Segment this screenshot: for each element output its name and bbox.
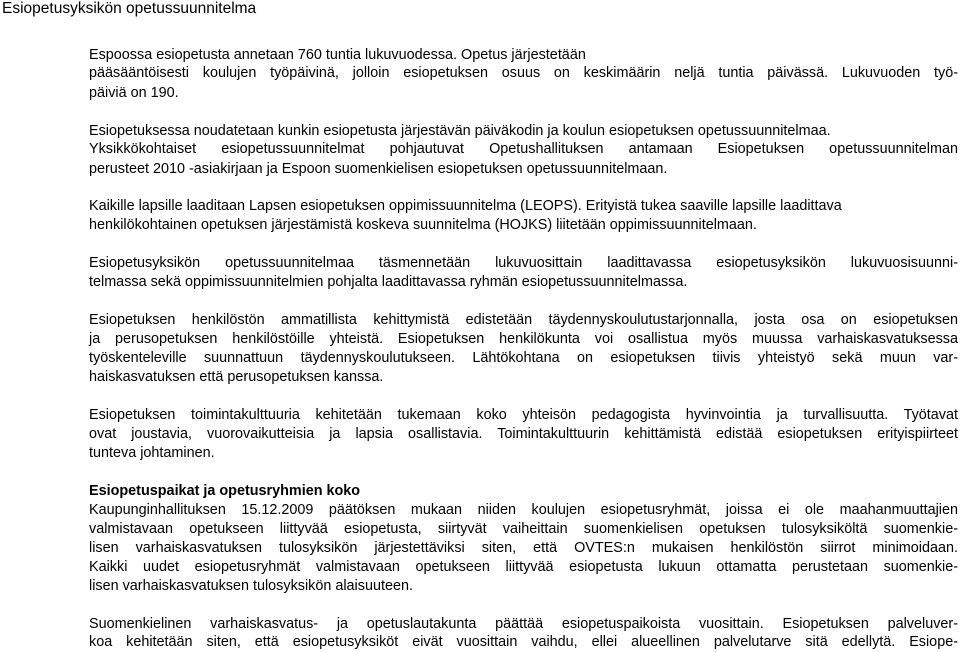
body-line: valmistavaan opetukseen liittyvää esiopetusta, siirtyvät vaiheittain suomenkielisen opetuksen tulosyksiköltä suomenkie- <box>89 521 958 537</box>
body-line: lisen varhaiskasvatuksen tulosyksikön järjestettäviksi siten, että OVTES:n mukaisen henkilöstön siirrot minimoidaan. <box>89 540 958 556</box>
section-heading: Esiopetuspaikat ja opetusryhmien koko <box>89 483 361 499</box>
body-line: Esiopetuksessa noudatetaan kunkin esiopetusta järjestävän päiväkodin ja koulun esiopetuksen opetussuunnitelmaa. <box>89 123 831 139</box>
body-line: tunteva johtaminen. <box>89 445 215 461</box>
body-line: Kaupunginhallituksen 15.12.2009 päätöksen mukaan niiden koulujen esiopetusryhmät, joissa ei ole maahanmuuttajien <box>89 502 958 518</box>
body-line: ovat joustavia, vuorovaikutteisia ja lapsia osallistavia. Toimintakulttuurin kehittämistä edistää esiopetuksen erityispiirteet <box>89 426 958 442</box>
body-line: Espoossa esiopetusta annetaan 760 tuntia lukuvuodessa. Opetus järjestetään <box>89 47 586 63</box>
body-line: koa kehitetään siten, että esiopetusyksiköt eivät vuosittain vaihdu, ellei alueellinen palvelutarve sitä edellytä. Esiope- <box>89 634 958 650</box>
body-line: Esiopetuksen henkilöstön ammatillista kehittymistä edistetään täydennyskoulutustarjonnalla, josta osa on esiopetuksen <box>89 312 958 328</box>
body-line: perusteet 2010 -asiakirjaan ja Espoon suomenkielisen esiopetuksen opetussuunnitelmaan. <box>89 161 668 177</box>
body-line: henkilökohtainen opetuksen järjestämistä koskeva suunnitelma (HOJKS) liitetään oppimissuunnitelmaan. <box>89 217 757 233</box>
body-line: haiskasvatuksen että perusopetuksen kanssa. <box>89 369 384 385</box>
body-line: Esiopetusyksikön opetussuunnitelmaa täsmennetään lukuvuosittain laadittavassa esiopetusyksikön lukuvuosisuunni- <box>89 255 958 271</box>
body-line: lisen varhaiskasvatuksen tulosyksikön alaisuuteen. <box>89 578 413 594</box>
body-line: telmassa sekä oppimissuunnitelmien pohjalta laadittavassa ryhmän esiopetussuunnitelmassa. <box>89 274 688 290</box>
body-line: Esiopetuksen toimintakulttuuria kehitetään tukemaan koko yhteisön pedagogista hyvinvointia ja turvallisuutta. Työtavat <box>89 407 958 423</box>
body-line: Suomenkielinen varhaiskasvatus- ja opetuslautakunta päättää esiopetuspaikoista vuosittain. Esiopetuksen palveluver- <box>89 616 958 632</box>
body-line: Kaikki uudet esiopetusryhmät valmistavaan opetukseen liittyvää esiopetusta lukuun ottamatta perustetaan suomenkie- <box>89 559 958 575</box>
body-line: ja perusopetuksen henkilöstöille yhteistä. Esiopetuksen henkilökunta voi osallistua myös muussa varhaiskasvatuksessa <box>89 331 958 347</box>
document-title: Esiopetusyksikön opetussuunnitelma <box>2 0 257 17</box>
body-line: Kaikille lapsille laaditaan Lapsen esiopetuksen oppimissuunnitelma (LEOPS). Erityistä tukea saaville lapsille laadittava <box>89 198 842 214</box>
body-line: pääsääntöisesti koulujen työpäivinä, jolloin esiopetuksen osuus on keskimäärin neljä tuntia päivässä. Lukuvuoden työ- <box>89 65 958 81</box>
body-line: työskenteleville suunnattuun täydennyskoulutukseen. Lähtökohtana on esiopetuksen tiivis yhteistyö sekä muun var- <box>89 350 958 366</box>
body-line: päiviä on 190. <box>89 85 179 101</box>
body-line: Yksikkökohtaiset esiopetussuunnitelmat pohjautuvat Opetushallituksen antamaan Esiopetuksen opetussuunnitelman <box>89 141 958 157</box>
